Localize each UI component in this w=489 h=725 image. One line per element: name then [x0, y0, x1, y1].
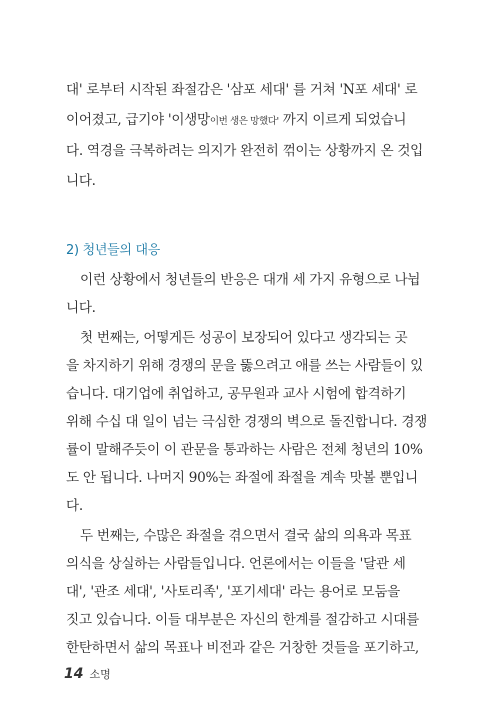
text-line: 한탄하면서 삶의 목표나 비전과 같은 거창한 것들을 포기하고,: [66, 640, 419, 656]
section-heading: 2) 청년들의 대응: [66, 243, 160, 258]
text-line: 대', '관조 세대', '사토리족', '포기세대' 라는 용어로 모둠을: [66, 584, 400, 600]
text-line: [66, 110, 407, 132]
text-line: 다.: [66, 498, 83, 514]
text-line: 대' 로부터 시작된 좌절감은 '삼포 세대' 를 거쳐 'N포 세대' 로: [66, 82, 418, 98]
text-line: 습니다. 대기업에 취업하고, 공무원과 교사 시험에 합격하기: [66, 386, 407, 402]
inline-gloss: 이번 생은 망했다': [209, 116, 279, 127]
text-line: 도 안 됩니다. 나머지 90%는 좌절에 좌절을 계속 맛볼 뿐입니: [66, 470, 418, 486]
text-line: 의식을 상실하는 사람들입니다. 언론에서는 이들을 '달관 세: [66, 556, 406, 572]
text-line: 률이 말해주듯이 이 관문을 통과하는 사람은 전체 청년의 10%: [66, 442, 423, 458]
text-line: 니다.: [66, 300, 96, 316]
text-line: 위해 수십 대 일이 넘는 극심한 경쟁의 벽으로 돌진합니다. 경쟁: [66, 414, 427, 430]
text-line: 짓고 있습니다. 이들 대부분은 자신의 한계를 절감하고 시대를: [66, 612, 419, 628]
text-fragment: 까지 이르게 되었습니: [278, 112, 407, 128]
text-line: 을 차지하기 위해 경쟁의 문을 뚫으려고 애를 쓰는 사람들이 있: [66, 358, 423, 374]
text-line: 니다.: [66, 173, 96, 189]
text-line: 두 번째는, 수많은 좌절을 겪으면서 결국 삶의 의욕과 목표: [80, 528, 412, 544]
text-line: 첫 번째는, 어떻게든 성공이 보장되어 있다고 생각되는 곳: [80, 330, 408, 346]
page-number: 14: [64, 666, 84, 682]
text-line: 다. 역경을 극복하려는 의지가 완전히 꺾이는 상황까지 온 것입: [66, 143, 423, 159]
text-line: 이런 상황에서 청년들의 반응은 대개 세 가지 유형으로 나뉩: [80, 272, 421, 288]
running-title: 소명: [89, 668, 111, 681]
text-fragment: 이어졌고, 급기야 '이생망: [66, 112, 210, 128]
page-footer: [64, 663, 111, 682]
